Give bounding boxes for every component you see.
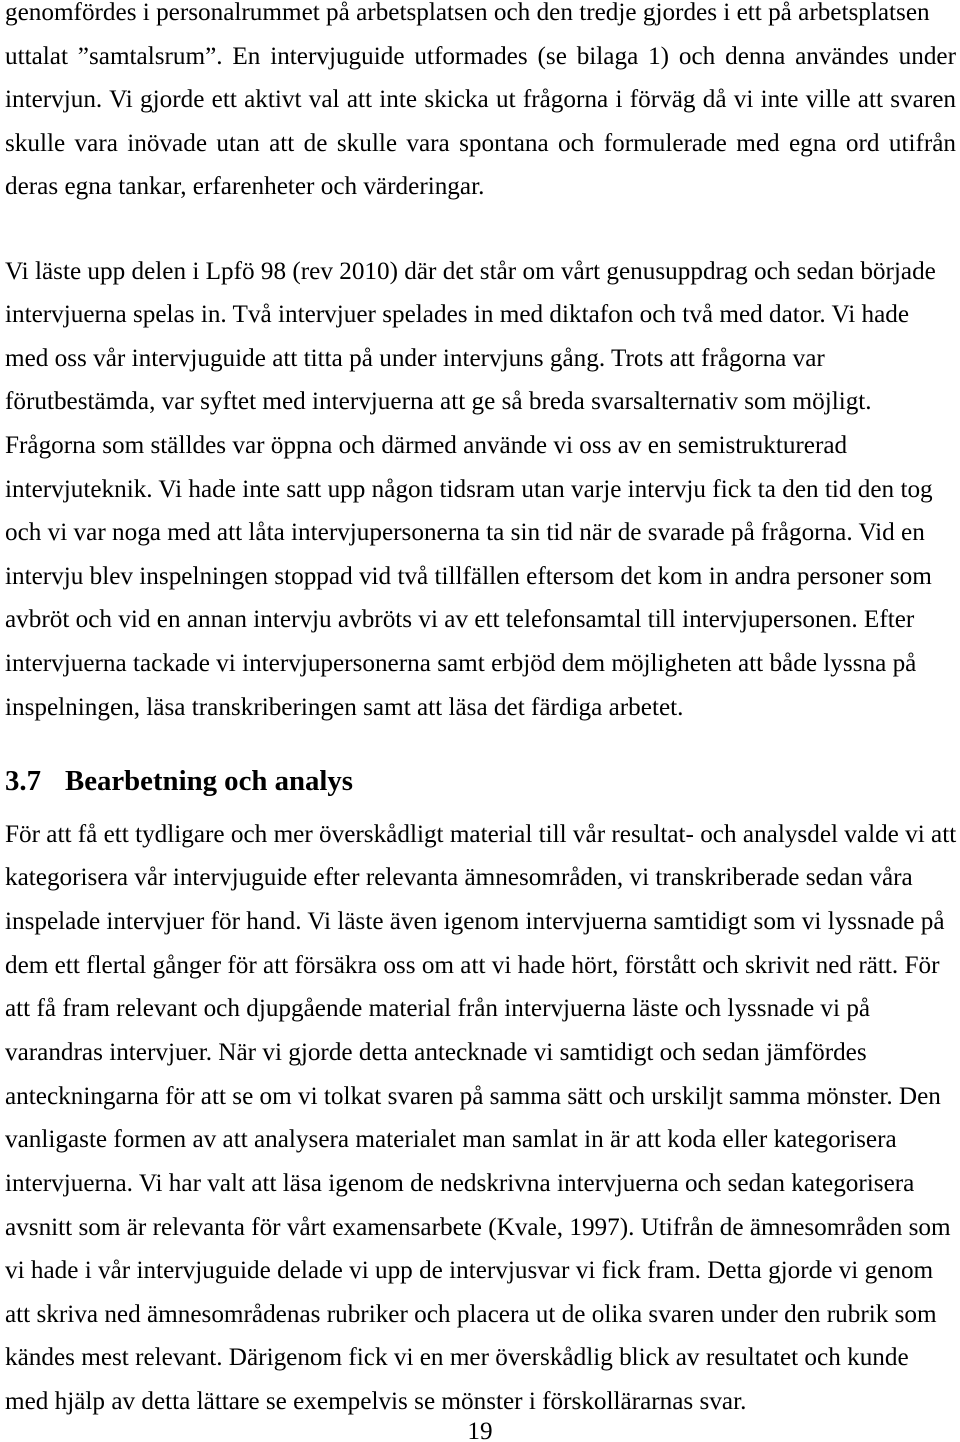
paragraph	[5, 0, 960, 209]
text-line: Vi läste upp delen i Lpfö 98 (rev 2010) där det står om vårt genusuppdrag och sedan började	[5, 257, 936, 285]
text-line: förutbestämda, var syftet med intervjuerna att ge så breda svarsalternativ som möjligt.	[5, 388, 872, 416]
section-heading	[0, 763, 960, 799]
text-line: intervjuerna spelas in. Två intervjuer spelades in med diktafon och två med dator. Vi hade	[5, 301, 910, 329]
section-number: 3.7	[5, 765, 41, 798]
text-line: intervjuteknik. Vi hade inte satt upp någon tidsram utan varje intervju fick ta den tid den tog	[5, 475, 933, 503]
text-line: att få fram relevant och djupgående material från intervjuerna läste och lyssnade vi på	[5, 995, 871, 1023]
text-line: För att få ett tydligare och mer överskådligt material till vår resultat- och analysdel valde vi att	[5, 820, 957, 848]
text-line: med hjälp av detta lättare se exempelvis se mönster i förskollärarnas svar.	[5, 1388, 747, 1416]
text-line: med oss vår intervjuguide att titta på under intervjuns gång. Trots att frågorna var	[5, 344, 825, 372]
text-line: intervjuerna. Vi har valt att läsa igenom de nedskrivna intervjuerna och sedan kategorisera	[5, 1169, 915, 1197]
text-line: deras egna tankar, erfarenheter och värderingar.	[5, 173, 485, 201]
text-line: vi hade i vår intervjuguide delade vi upp de intervjusvar vi fick fram. Detta gjorde vi genom	[5, 1257, 934, 1285]
text-line: anteckningarna för att se om vi tolkat svaren på samma sätt och urskiljt samma mönster. Den	[5, 1082, 941, 1110]
text-line: varandras intervjuer. När vi gjorde detta antecknade vi samtidigt och sedan jämfördes	[5, 1038, 867, 1066]
text-line: vanligaste formen av att analysera materialet man samlat in är att koda eller kategorisera	[5, 1126, 897, 1154]
text-line: kändes mest relevant. Därigenom fick vi en mer överskådlig blick av resultatet och kunde	[5, 1344, 909, 1372]
text-line: inspelningen, läsa transkriberingen samt att läsa det färdiga arbetet.	[5, 693, 684, 721]
text-line: intervju blev inspelningen stoppad vid två tillfällen eftersom det kom in andra personer som	[5, 562, 932, 590]
text-line: kategorisera vår intervjuguide efter relevanta ämnesområden, vi transkriberade sedan våra	[5, 864, 913, 892]
paragraph	[5, 250, 960, 730]
text-line: genomfördes i personalrummet på arbetsplatsen och den tredje gjordes i ett på arbetsplatsen	[5, 0, 930, 26]
page-number: 19	[467, 1417, 493, 1442]
paragraph	[5, 813, 960, 1424]
text-line: intervjun. Vi gjorde ett aktivt val att inte skicka ut frågorna i förväg då vi inte ville att svaren	[5, 86, 956, 114]
text-line: och vi var noga med att låta intervjupersonerna ta sin tid när de svarade på frågorna. Vid en	[5, 519, 925, 547]
text-line: avsnitt som är relevanta för vårt examensarbete (Kvale, 1997). Utifrån de ämnesområden som	[5, 1213, 951, 1241]
section-title: Bearbetning och analys	[65, 765, 353, 798]
text-line: skulle vara inövade utan att de skulle vara spontana och formulerade med egna ord utifrån	[5, 129, 956, 157]
text-line: inspelade intervjuer för hand. Vi läste även igenom intervjuerna samtidigt som vi lyssnade på	[5, 907, 945, 935]
text-line: uttalat ”samtalsrum”. En intervjuguide utformades (se bilaga 1) och denna användes under	[5, 42, 956, 70]
text-line: dem ett flertal gånger för att försäkra oss om att vi hade hört, förstått och skrivit ned rätt. För	[5, 951, 940, 979]
text-line: att skriva ned ämnesområdenas rubriker och placera ut de olika svaren under den rubrik som	[5, 1300, 937, 1328]
text-line: intervjuerna tackade vi intervjupersonerna samt erbjöd dem möjligheten att både lyssna på	[5, 649, 917, 677]
text-line: avbröt och vid en annan intervju avbröts vi av ett telefonsamtal till intervjupersonen. Efter	[5, 606, 915, 634]
text-line: Frågorna som ställdes var öppna och därmed använde vi oss av en semistrukturerad	[5, 431, 848, 459]
